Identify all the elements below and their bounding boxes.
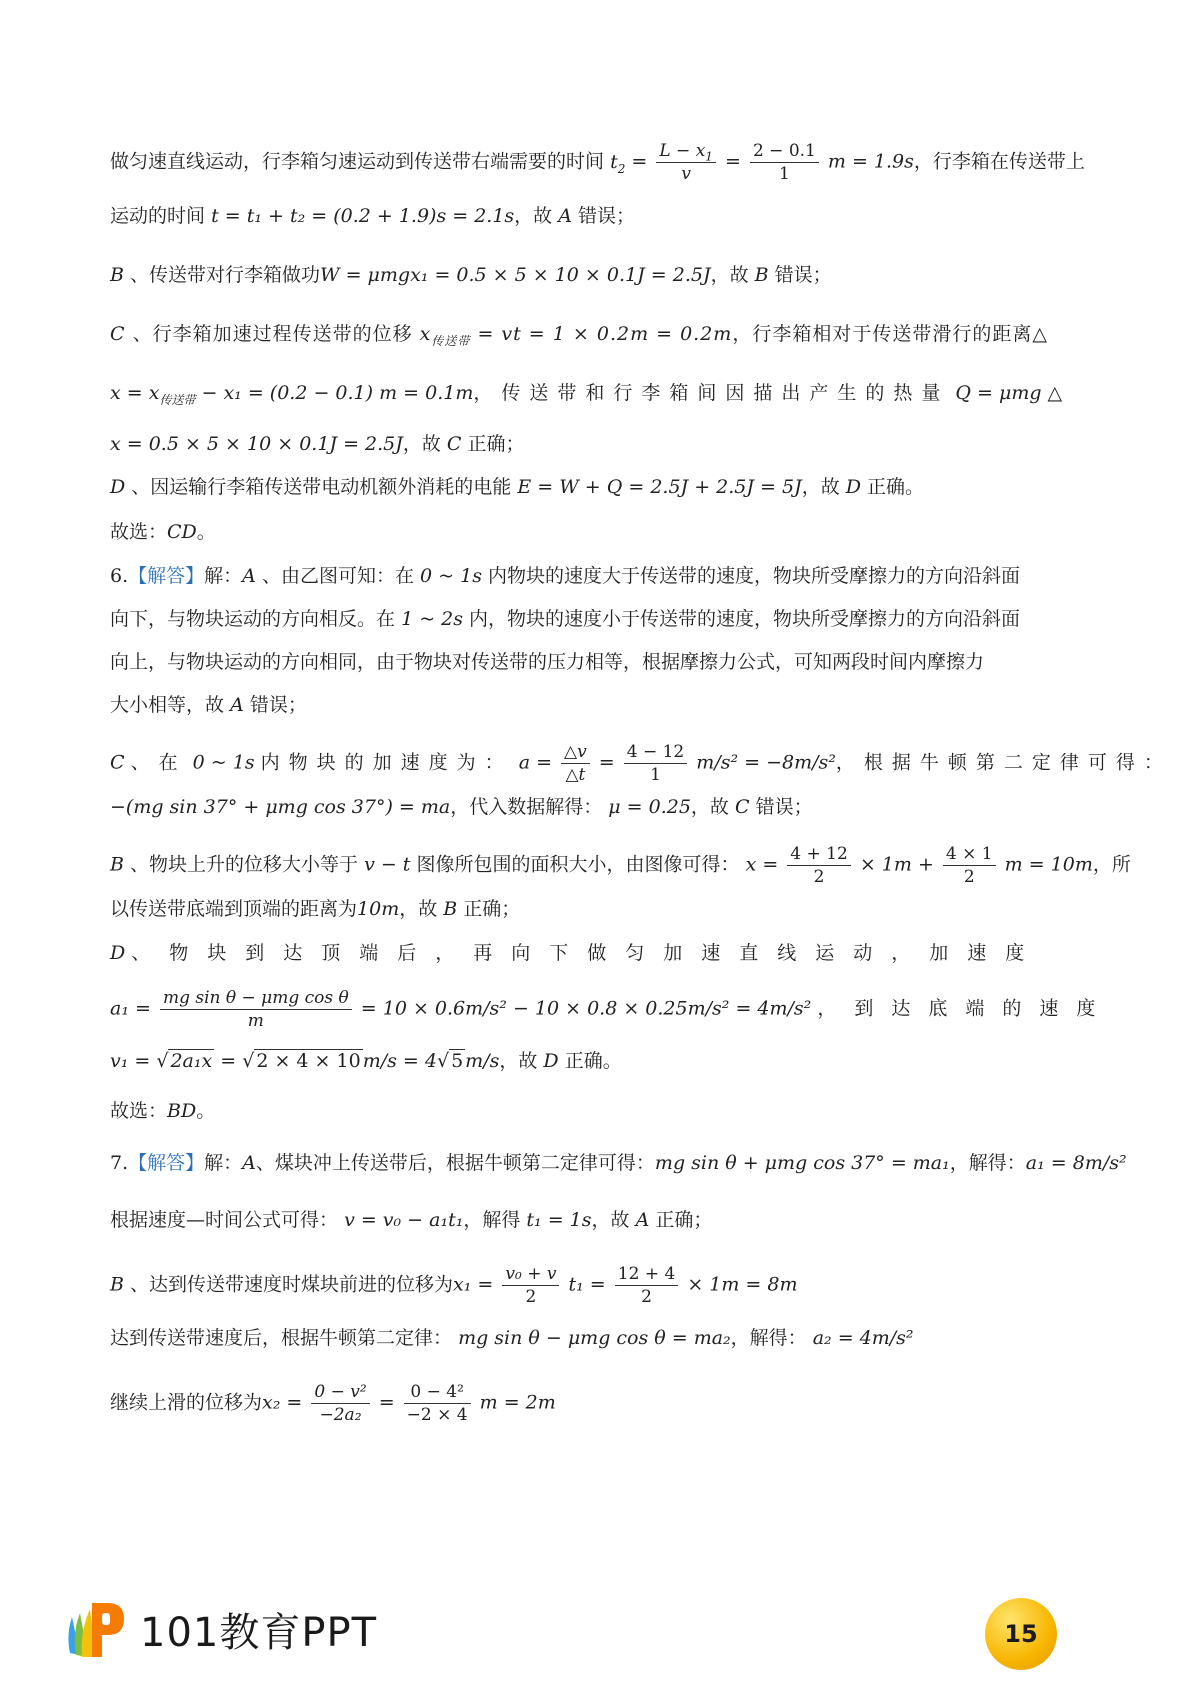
- fraction: $\frac{\text{0 − v²}}{\text{−2a₂}}$: [311, 1381, 369, 1426]
- logo-icon: [62, 1595, 128, 1661]
- text-line: D 、因运输行李箱传送带电动机额外消耗的电能 E = W + Q = 2.5J + 2.5J = 5J，故 D 正确。: [110, 476, 925, 498]
- footer-logo: [62, 1595, 422, 1665]
- answer-tag: 【解答】: [128, 1152, 205, 1174]
- text-line: v₁ = √ 2a₁x = √ 2 × 4 × 10 m/s = 4√ 5 m/s，故 D 正确。: [110, 1050, 622, 1072]
- text: 做匀速直线运动，行李箱匀速运动到传送带右端需要的时间: [110, 150, 605, 173]
- text-line: x = 0.5 × 5 × 10 × 0.1J = 2.5J，故 C 正确；: [110, 433, 525, 455]
- text-line: D 、物块到达顶端后，再向下做匀加速直线运动，加速度: [110, 942, 1044, 964]
- text-line: B 、物块上升的位移大小等于 v − t 图像所包围的面积大小，由图像可得： x = $\frac{4 + 12}{2}$ × 1m + $\frac{4 \times 1}{2}$ m = 10m，所: [110, 844, 1131, 887]
- text-line: C 、行李箱加速过程传送带的位移 $x_{传送带}$ = vt = 1 × 0.2m = 0.2m，行李箱相对于传送带滑行的距离△: [110, 323, 1048, 348]
- text-line: B 、达到传送带速度时煤块前进的位移为x₁ = $\frac{\text{v₀ + v}}{2}$ t₁ = $\frac{12 + 4}{2}$ × 1m = 8m: [110, 1264, 798, 1307]
- fraction: $\frac{4 - 12}{1}$: [624, 741, 688, 786]
- text-line: 故选：CD。: [110, 521, 216, 543]
- fraction: $\frac{2 - 0.1}{1}$: [750, 140, 819, 185]
- text-line: B 、传送带对行李箱做功W = μmgx₁ = 0.5 × 5 × 10 × 0.1J = 2.5J，故 B 错误；: [110, 264, 832, 286]
- fraction: $\frac{4 \times 1}{2}$: [943, 843, 996, 888]
- text-line: 大小相等，故 A 错误；: [110, 694, 307, 716]
- text-line: 运动的时间 t = t₁ + t₂ = (0.2 + 1.9)s = 2.1s，故 A 错误；: [110, 205, 636, 227]
- answer-tag: 【解答】: [128, 565, 205, 587]
- text-line: a₁ = $\frac{\text{mg sin θ − μmg cos θ}}{m}$ = 10 × 0.6m/s² − 10 × 0.8 × 0.25m/s² = 4m/s² ，到达底端的速度: [110, 988, 1114, 1031]
- text-line: −(mg sin 37° + μmg cos 37°) = ma，代入数据解得： μ = 0.25，故 C 错误；: [110, 796, 813, 818]
- text-line: 继续上滑的位移为x₂ = $\frac{\text{0 − v²}}{\text{−2a₂}}$ = $\frac{\text{0 − 4²}}{-2 \times 4}$ m = 2m: [110, 1382, 556, 1425]
- fraction: $\frac{12 + 4}{2}$: [615, 1263, 679, 1308]
- fraction: $\frac{L - x_1}{v}$: [656, 140, 716, 185]
- fraction: $\frac{4 + 12}{2}$: [787, 843, 851, 888]
- fraction: $\frac{\text{mg sin θ − μmg cos θ}}{m}$: [160, 987, 352, 1032]
- fraction: $\frac{\text{v₀ + v}}{2}$: [502, 1263, 559, 1308]
- page-number-badge: 15: [985, 1598, 1057, 1670]
- text-line: 故选：BD。: [110, 1100, 216, 1122]
- text-line: 以传送带底端到顶端的距离为10m，故 B 正确；: [110, 898, 521, 920]
- question-6-header: 6.【解答】解：A 、由乙图可知：在 0 ~ 1s 内物块的速度大于传送带的速度，物块所受摩擦力的方向沿斜面: [110, 565, 1021, 587]
- text-line: 向下，与物块运动的方向相反。在 1 ~ 2s 内，物块的速度小于传送带的速度，物块所受摩擦力的方向沿斜面: [110, 608, 1021, 630]
- text-line: 根据速度—时间公式可得： v = v₀ − a₁t₁，解得 t₁ = 1s，故 A 正确；: [110, 1209, 713, 1231]
- logo-text: 101教育PPT: [140, 1610, 378, 1656]
- question-7-header: 7.【解答】解：A、煤块冲上传送带后，根据牛顿第二定律可得：mg sin θ + μmg cos 37° = ma₁，解得：a₁ = 8m/s²: [110, 1152, 1127, 1174]
- text-line: 达到传送带速度后，根据牛顿第二定律： mg sin θ − μmg cos θ = ma₂，解得： a₂ = 4m/s²: [110, 1327, 914, 1349]
- text-line: 做匀速直线运动，行李箱匀速运动到传送带右端需要的时间 $t_2$ = $\frac{L - x_1}{v}$ = $\frac{2 - 0.1}{1}$ m = 1.9s，行李箱在传送带上: [110, 141, 1085, 184]
- fraction: $\frac{\triangle v}{\triangle t}$: [561, 741, 590, 786]
- text-line: C 、在 0 ~ 1s 内物块的加速度为： a = $\frac{\triangle v}{\triangle t}$ = $\frac{4 - 12}{1}$ m/s² = −8m/s²，根据牛顿第二定律可得：: [110, 742, 1172, 785]
- text-line: 向上，与物块运动的方向相同，由于物块对传送带的压力相等，根据摩擦力公式，可知两段时间内摩擦力: [110, 651, 985, 673]
- fraction: $\frac{\text{0 − 4²}}{-2 \times 4}$: [404, 1381, 471, 1426]
- text-line: $x = x_{传送带} - x_1 = (0.2 - 0.1) m = 0.1m$，传送带和行李箱间因描出产生的热量 Q = μmg △: [110, 382, 1063, 407]
